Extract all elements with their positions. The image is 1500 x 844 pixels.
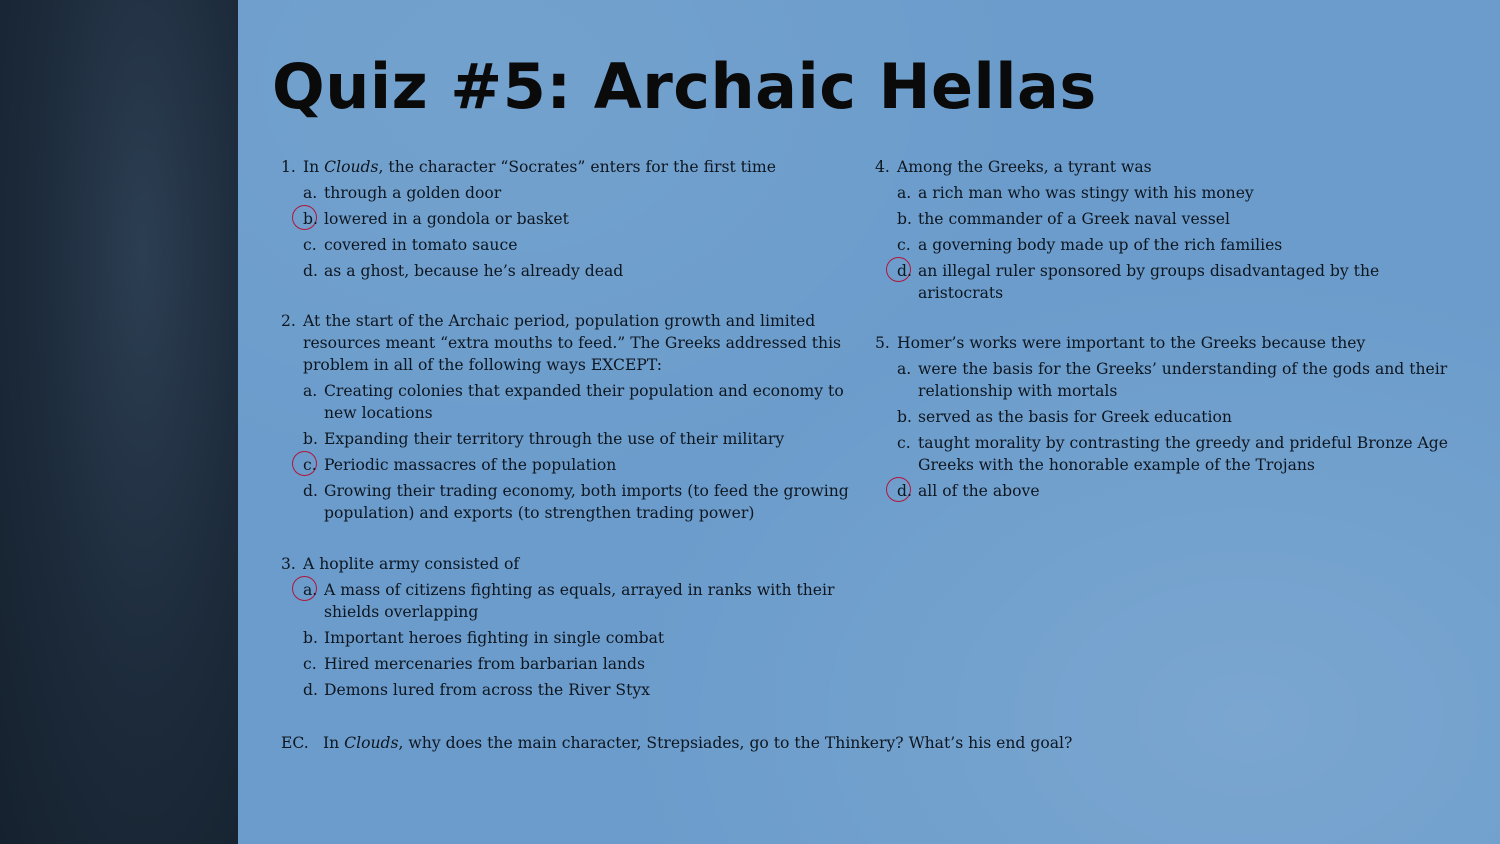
option-4a [875, 182, 1435, 204]
option-1c [281, 234, 841, 256]
option-text: Periodic massacres of the population [324, 456, 617, 474]
option-text: Creating colonies that expanded their population and economy to new locations [324, 382, 844, 422]
option-1a [281, 182, 841, 204]
option-text: as a ghost, because he’s already dead [324, 262, 624, 280]
option-text: Important heroes fighting in single combat [324, 629, 665, 647]
slide-title: Quiz #5: Archaic Hellas [272, 50, 1097, 123]
option-text: Expanding their territory through the use of their military [324, 430, 785, 448]
option-letter: d. [303, 681, 318, 699]
option-4b [875, 208, 1435, 230]
question-text: At the start of the Archaic period, population growth and limited resources meant “extra mouths to feed.” The Greeks addressed this problem in all of the following ways EXCEPT: [303, 312, 842, 374]
question-number: 3. [281, 555, 296, 573]
question-1 [281, 156, 841, 282]
question-text: In [303, 158, 325, 176]
option-4d [875, 260, 1435, 304]
question-5-stem [875, 332, 1455, 354]
option-text: through a golden door [324, 184, 502, 202]
option-letter: a. [303, 382, 318, 400]
option-3c [281, 653, 841, 675]
option-letter: b. [303, 210, 318, 228]
option-text: a rich man who was stingy with his money [918, 184, 1254, 202]
option-2b [281, 428, 851, 450]
option-letter: b. [897, 408, 912, 426]
question-4-stem [875, 156, 1435, 178]
option-letter: c. [897, 236, 911, 254]
extra-credit-label: EC. [281, 734, 309, 752]
extra-credit-text: In [323, 734, 345, 752]
option-text: Hired mercenaries from barbarian lands [324, 655, 646, 673]
option-text: were the basis for the Greeks’ understanding of the gods and their relationship with mortals [918, 360, 1448, 400]
option-3b [281, 627, 841, 649]
option-text: served as the basis for Greek education [918, 408, 1232, 426]
question-number: 4. [875, 158, 890, 176]
option-letter: b. [897, 210, 912, 228]
dark-sidebar-panel [0, 0, 238, 844]
option-letter: d. [897, 262, 912, 280]
option-letter: d. [303, 262, 318, 280]
option-text: a governing body made up of the rich families [918, 236, 1283, 254]
option-text: Demons lured from across the River Styx [324, 681, 650, 699]
option-5b [875, 406, 1455, 428]
question-5 [875, 332, 1455, 502]
option-letter: a. [303, 184, 318, 202]
option-3d [281, 679, 841, 701]
extra-credit-question [281, 732, 1072, 754]
question-number: 5. [875, 334, 890, 352]
option-letter: a. [303, 581, 318, 599]
option-text: taught morality by contrasting the greedy and prideful Bronze Age Greeks with the honorable example of the Trojans [918, 434, 1448, 474]
option-5c [875, 432, 1455, 476]
option-1b [281, 208, 841, 230]
question-text: Among the Greeks, a tyrant was [897, 158, 1152, 176]
work-title: Clouds [324, 158, 379, 176]
question-text: Homer’s works were important to the Greeks because they [897, 334, 1366, 352]
question-number: 2. [281, 312, 296, 330]
option-letter: a. [897, 360, 912, 378]
option-text: an illegal ruler sponsored by groups disadvantaged by the aristocrats [918, 262, 1380, 302]
option-text: covered in tomato sauce [324, 236, 518, 254]
option-3a [281, 579, 841, 623]
option-text: the commander of a Greek naval vessel [918, 210, 1230, 228]
question-4 [875, 156, 1435, 304]
option-1d [281, 260, 841, 282]
option-letter: b. [303, 430, 318, 448]
option-5a [875, 358, 1455, 402]
option-text: A mass of citizens fighting as equals, arrayed in ranks with their shields overlapping [324, 581, 835, 621]
question-text: A hoplite army consisted of [303, 555, 520, 573]
option-letter: c. [303, 456, 317, 474]
question-3-stem [281, 553, 841, 575]
option-letter: a. [897, 184, 912, 202]
work-title: Clouds [344, 734, 399, 752]
option-2d [281, 480, 851, 524]
question-1-stem [281, 156, 841, 178]
option-2a [281, 380, 851, 424]
option-letter: d. [897, 482, 912, 500]
option-letter: c. [303, 236, 317, 254]
question-number: 1. [281, 158, 296, 176]
question-2 [281, 310, 851, 524]
option-text: lowered in a gondola or basket [324, 210, 569, 228]
question-3 [281, 553, 841, 701]
option-text: all of the above [918, 482, 1040, 500]
extra-credit-text: , why does the main character, Strepsiades, go to the Thinkery? What’s his end goal? [398, 734, 1073, 752]
option-letter: d. [303, 482, 318, 500]
option-2c [281, 454, 851, 476]
option-5d [875, 480, 1455, 502]
option-text: Growing their trading economy, both imports (to feed the growing population) and exports (to strengthen trading power) [324, 482, 849, 522]
option-4c [875, 234, 1435, 256]
question-text: , the character “Socrates” enters for the first time [378, 158, 776, 176]
option-letter: c. [897, 434, 911, 452]
option-letter: c. [303, 655, 317, 673]
option-letter: b. [303, 629, 318, 647]
question-2-stem [281, 310, 851, 376]
